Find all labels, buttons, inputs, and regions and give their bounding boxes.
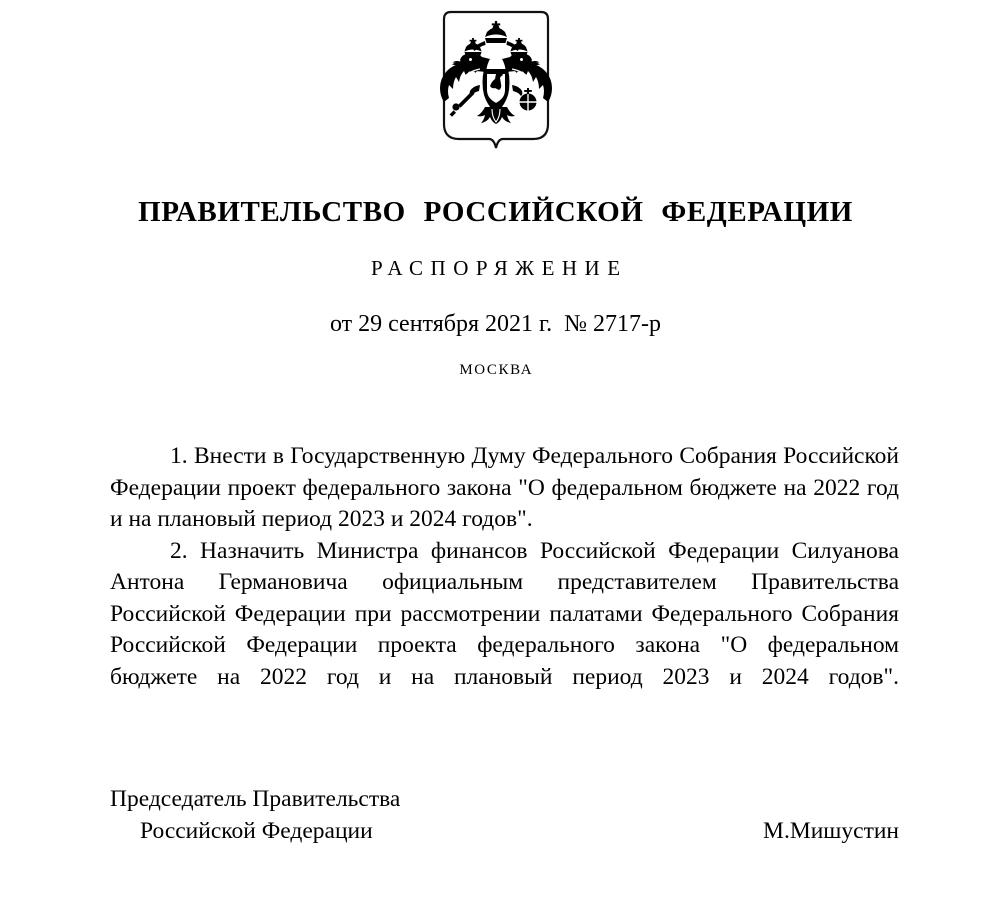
coat-of-arms-container: [0, 9, 991, 169]
signer-name: М.Мишустин: [763, 818, 899, 844]
document-body: [110, 441, 899, 725]
signature-row: [110, 815, 899, 847]
russian-coat-of-arms-icon: [440, 9, 552, 169]
document-date-number: от 29 сентября 2021 г. № 2717-р: [329, 311, 662, 337]
signer-office-line-2: Российской Федерации: [140, 818, 373, 844]
page-title: ПРАВИТЕЛЬСТВО РОССИЙСКОЙ ФЕДЕРАЦИИ: [138, 196, 853, 228]
document-type: РАСПОРЯЖЕНИЕ: [370, 256, 628, 280]
document-city: МОСКВА: [459, 362, 534, 378]
body-paragraph-2: 2. Назначить Министра финансов Российской Федерации Силуанова Антона Германовича официальным представителем Правительства Российской Федерации при рассмотрении палатами Федерального Собрания Российской Федерации проекта федерального закона "О федеральном бюджете на 2022 год и на плановый период 2023 и 2024 годов".: [110, 537, 899, 690]
signature-block: [110, 783, 899, 847]
body-paragraph-1: 1. Внести в Государственную Думу Федерального Собрания Российской Федерации проект федерального закона "О федеральном бюджете на 2022 год и на плановый период 2023 и 2024 годов".: [110, 443, 899, 532]
signer-office-line-1: Председатель Правительства: [110, 786, 401, 812]
